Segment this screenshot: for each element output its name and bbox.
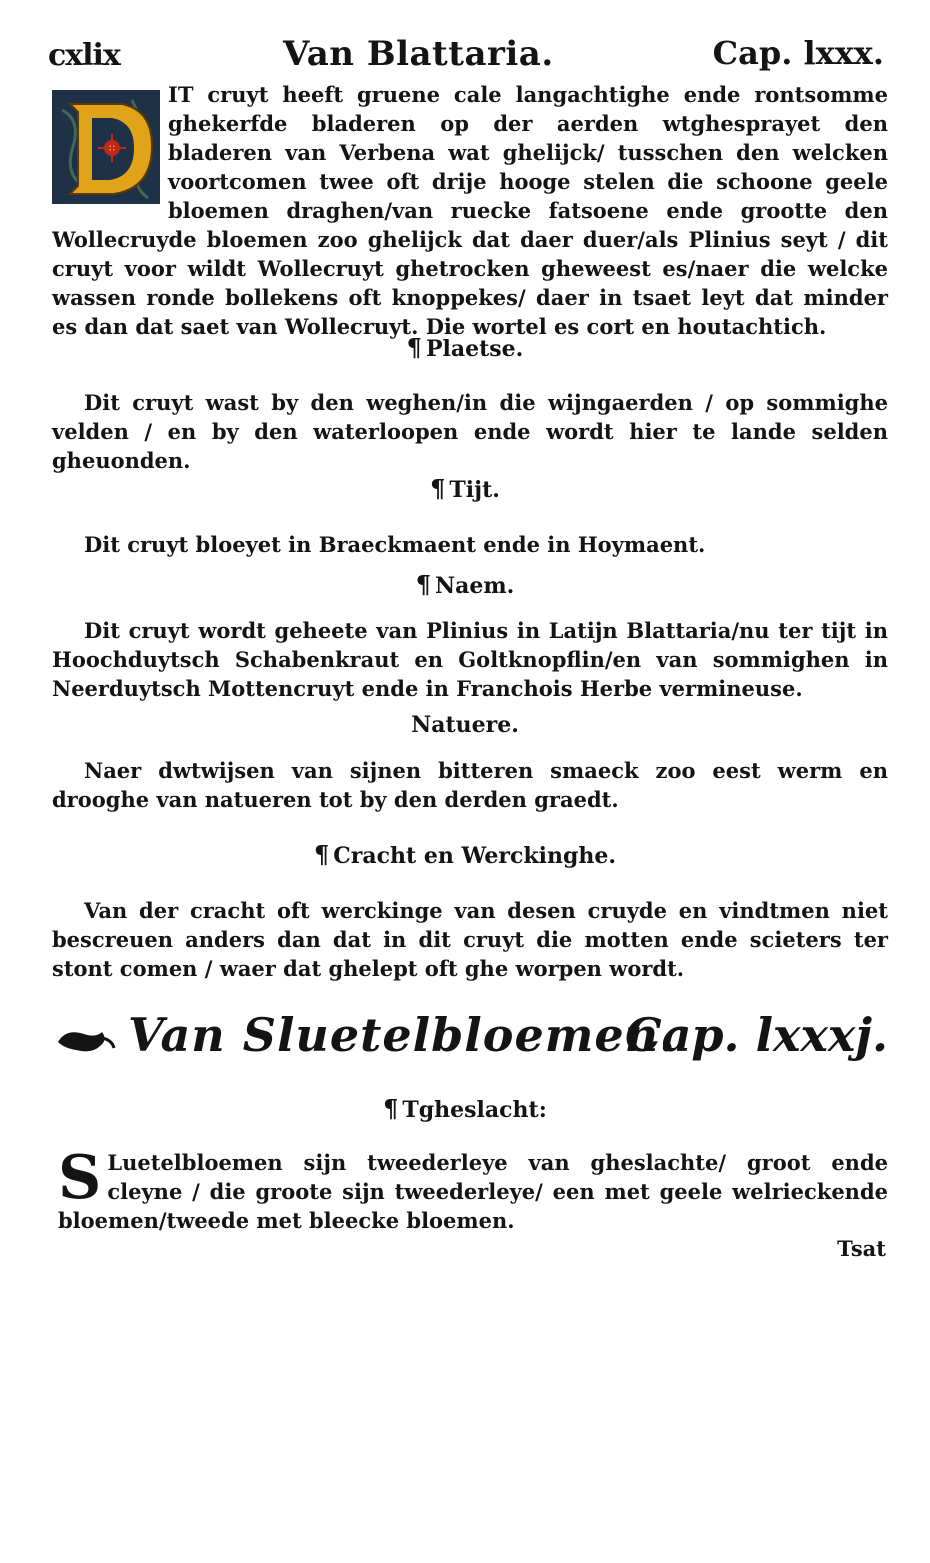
section-heading-natuere	[0, 712, 930, 738]
section-heading-text: Tijt.	[449, 477, 500, 503]
section-heading-text: Cracht en Werckinghe.	[333, 843, 617, 869]
decorated-initial	[52, 90, 160, 204]
section-heading-text: Tgheslacht:	[402, 1097, 547, 1123]
section-body-tijt: Dit cruyt bloeyet in Braeckmaent ende in Hoymaent.	[84, 532, 706, 557]
pilcrow-icon: ¶	[313, 840, 330, 869]
pilcrow-icon: ¶	[383, 1094, 399, 1123]
pilcrow-icon: ¶	[430, 474, 446, 503]
chapter-heading	[56, 1008, 888, 1072]
decorated-initial-icon	[52, 90, 160, 204]
chapter-number: Cap. lxxxj.	[624, 1008, 888, 1062]
section-body-plaetse: Dit cruyt wast by den weghen/in die wijngaerden / op sommighe velden / en by den waterloopen ende wordt hier te lande selden gheuonden.	[52, 390, 888, 473]
leaf-ornament-icon	[56, 1026, 116, 1056]
chapter-paragraph-text: Luetelbloemen sijn tweederleye van gheslachte/ groot ende cleyne / die groote sijn tweederleye/ een met geele welrieckende bloemen/tweede met bleecke bloemen.	[58, 1150, 888, 1233]
section-heading-text: Plaetse.	[425, 336, 524, 362]
section-body-naem: Dit cruyt wordt geheete van Plinius in Latijn Blattaria/nu ter tijt in Hoochduytsch Schabenkraut en Goltknopflin/en van sommighen in Neerduytsch Mottencruyt ende in Franchois Herbe vermineuse.	[52, 618, 888, 701]
section-heading-plaetse	[0, 333, 930, 362]
pilcrow-icon: ¶	[406, 333, 422, 362]
chapter-title: Van Sluetelbloemen.	[128, 1008, 677, 1062]
section-heading-text: Natuere.	[411, 712, 519, 738]
running-head	[48, 34, 884, 74]
catchword: Tsat	[837, 1236, 886, 1261]
running-chapter-number: Cap. lxxx.	[712, 34, 884, 72]
section-heading-text: Naem.	[434, 573, 515, 599]
pilcrow-icon: ¶	[415, 570, 431, 599]
chapter-initial: S	[58, 1143, 102, 1213]
section-body-cracht: Van der cracht oft werckinge van desen cruyde en vindtmen niet bescreuen anders dan dat in dit cruyt die motten ende scieters ter stont comen / waer dat ghelept oft ghe worpen wordt.	[52, 898, 888, 981]
section-heading-tijt	[0, 474, 930, 503]
section-heading-cracht	[0, 840, 930, 869]
chapter-paragraph	[58, 1143, 888, 1235]
running-title: Van Blattaria.	[283, 34, 554, 74]
section-body-natuere: Naer dwtwijsen van sijnen bitteren smaeck zoo eest werm en drooghe van natueren tot by den derden graedt.	[52, 758, 888, 812]
section-heading-tgheslacht	[0, 1094, 930, 1123]
intro-text: IT cruyt heeft gruene cale langachtighe ende rontsomme ghekerfde bladeren op der aerden wtghesprayet den bladeren van Verbena wat ghelijck/ tusschen den welcken voortcomen twee oft drije hooge stelen die schoone geele bloemen draghen/van ruecke fatsoene ende grootte den Wollecruyde bloemen zoo ghelijck dat daer duer/als Plinius seyt / dit cruyt voor wildt Wollecruyt ghetrocken gheweest es/naer die welcke wassen ronde bollekens oft knoppekes/ daer in tsaet leyt dat minder es dan dat saet van Wollecruyt. Die wortel es cort en houtachtich.	[52, 82, 888, 339]
section-heading-naem	[0, 570, 930, 599]
intro-paragraph	[52, 80, 888, 341]
folio-number: cxlix	[48, 38, 120, 73]
